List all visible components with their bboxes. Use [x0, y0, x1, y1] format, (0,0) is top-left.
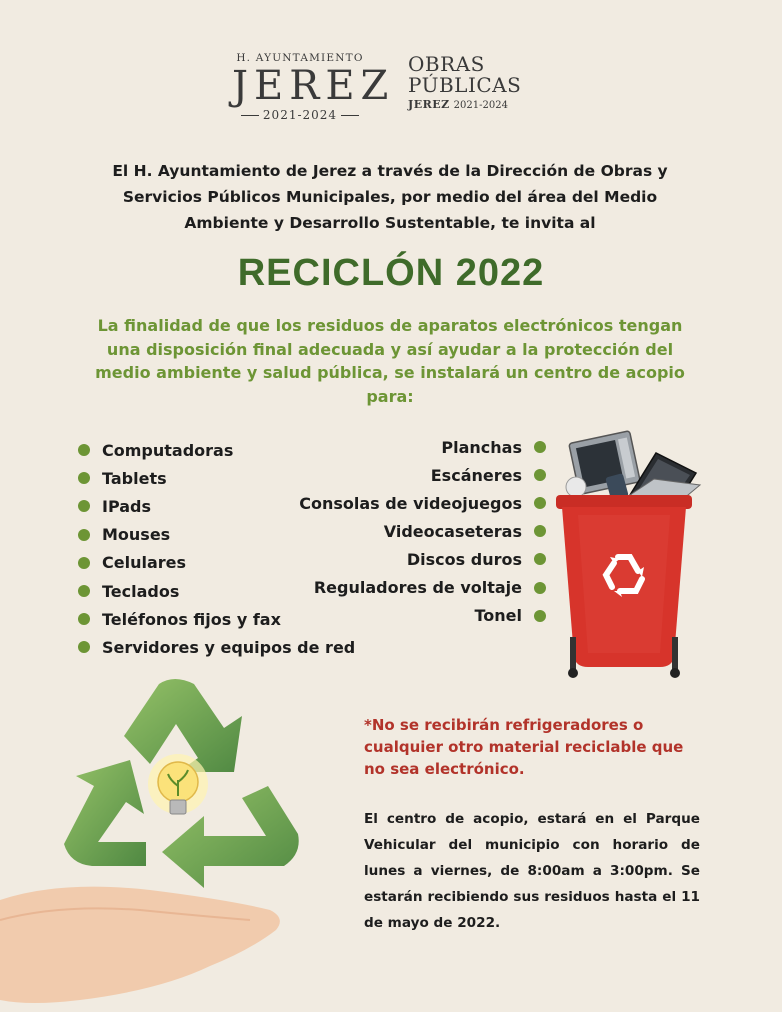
list-item-label: Servidores y equipos de red	[102, 637, 356, 657]
accepted-items-right	[299, 433, 546, 630]
list-item-label: Teclados	[102, 581, 180, 601]
bullet-icon	[78, 529, 90, 541]
logo-obras-place: JEREZ	[408, 98, 450, 111]
logo-obras-years: 2021-2024	[453, 100, 508, 111]
hand-icon	[0, 880, 300, 1012]
logo-rule	[241, 115, 259, 116]
list-item	[299, 517, 546, 545]
list-item-label: Teléfonos fijos y fax	[102, 609, 281, 629]
list-item-label: Celulares	[102, 553, 187, 573]
logo-jerez-name: JEREZ	[232, 63, 395, 109]
bullet-icon	[534, 525, 546, 537]
notice-text: *No se recibirán refrigeradores o cualquier otro material reciclable que no sea electrónico.	[364, 716, 684, 778]
bullet-icon	[78, 444, 90, 456]
list-item	[299, 602, 546, 630]
purpose-text: La finalidad de que los residuos de aparatos electrónicos tengan una disposición final adecuada y así ayudar a la protección del medio ambiente y salud pública, se instalará un centro de acopio para:	[95, 316, 685, 406]
mouse-icon	[566, 477, 586, 497]
logo-obras-line2: PÚBLICAS	[408, 73, 522, 97]
bullet-icon	[78, 557, 90, 569]
list-item-label: Planchas	[441, 437, 522, 457]
list-item-label: Mouses	[102, 525, 171, 545]
logo-jerez-years: 2021-2024	[262, 108, 338, 122]
bullet-icon	[78, 585, 90, 597]
list-item	[299, 573, 546, 601]
bullet-icon	[78, 472, 90, 484]
lightbulb-icon	[148, 754, 208, 814]
list-item-label: IPads	[102, 496, 152, 516]
logo-obras-line3	[408, 98, 521, 111]
list-item-label: Computadoras	[102, 440, 234, 460]
jerez-logo	[232, 52, 395, 122]
list-item-label: Videocaseteras	[383, 521, 522, 541]
location-schedule-text: El centro de acopio, estará en el Parque Vehicular del municipio con horario de lunes a viernes, de 8:00am a 3:00pm. Se estarán recibiendo sus residuos hasta el 11 de mayo de 2022.	[364, 811, 700, 931]
page-title: RECICLÓN 2022	[237, 252, 545, 294]
bullet-icon	[534, 553, 546, 565]
logo-rule	[341, 115, 359, 116]
list-item	[299, 489, 546, 517]
bullet-icon	[534, 582, 546, 594]
bullet-icon	[534, 441, 546, 453]
recycling-bin-icon	[548, 425, 708, 680]
bullet-icon	[534, 497, 546, 509]
bullet-icon	[78, 641, 90, 653]
list-item-label: Tablets	[102, 468, 167, 488]
list-item	[299, 461, 546, 489]
list-item-label: Discos duros	[406, 549, 522, 569]
intro-text: El H. Ayuntamiento de Jerez a través de la Dirección de Obras y Servicios Públicos Municipales, por medio del área del Medio Ambiente y Desarrollo Sustentable, te invita al	[112, 162, 668, 232]
list-item	[78, 633, 355, 661]
bullet-icon	[534, 469, 546, 481]
bullet-icon	[78, 613, 90, 625]
bullet-icon	[78, 500, 90, 512]
list-item-label: Escáneres	[430, 465, 522, 485]
list-item-label: Tonel	[474, 606, 522, 626]
list-item	[299, 433, 546, 461]
bullet-icon	[534, 610, 546, 622]
obras-publicas-logo	[408, 54, 521, 111]
logo-jerez-years-row	[232, 108, 368, 122]
list-item-label: Reguladores de voltaje	[313, 578, 522, 598]
logo-obras-line1: OBRAS	[408, 52, 485, 76]
list-item-label: Consolas de videojuegos	[299, 493, 522, 513]
list-item	[299, 545, 546, 573]
logo-jerez-top: H. AYUNTAMIENTO	[236, 52, 364, 64]
recycle-arrows-icon	[54, 676, 304, 906]
